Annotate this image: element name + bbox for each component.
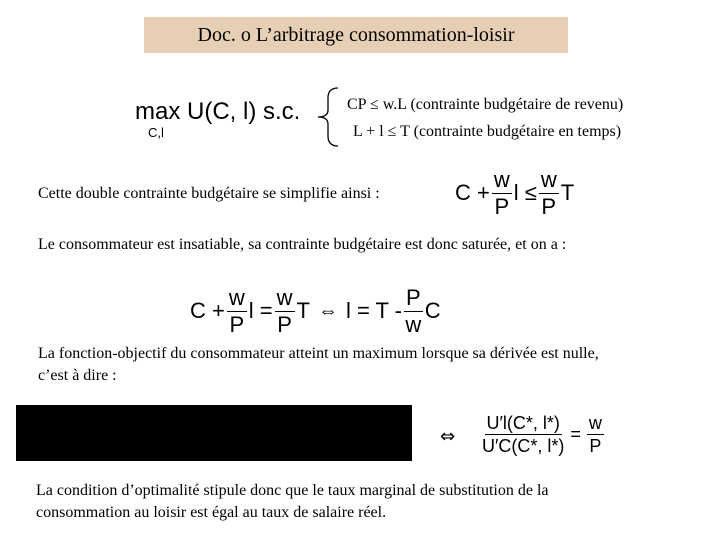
- eq1-fraction-den: P: [494, 193, 510, 219]
- eq1-rhs-num: w: [540, 166, 557, 192]
- eq2-fraction-1: [227, 284, 247, 337]
- paragraph-objective-max-line1: La fonction-objectif du consommateur atteint un maximum lorsque sa dérivée est nulle,: [38, 345, 599, 362]
- equation-optimality: [482, 405, 604, 463]
- equation-simplified-constraint: [455, 167, 574, 219]
- eq1-rhs-den: P: [541, 193, 557, 219]
- eq3-numerator: U′l(C*, l*): [486, 412, 560, 433]
- eq3-mrs-fraction: [482, 414, 564, 455]
- brace-icon: [312, 86, 342, 148]
- eq1-lhs: C +: [455, 180, 490, 205]
- eq2-f3-num: P: [406, 284, 421, 310]
- eq2-v2: T: [296, 298, 310, 323]
- objective-expression: [135, 98, 300, 126]
- constraint-revenue: CP ≤ w.L (contrainte budgétaire de revenu): [347, 96, 624, 113]
- document-title: [144, 17, 568, 53]
- eq1-rhs-var: T: [560, 180, 575, 205]
- eq2-fraction-2: [275, 284, 295, 337]
- equivalence-arrow-icon: ⇔: [440, 426, 456, 447]
- paragraph-objective-max-line2: c’est à dire :: [38, 367, 117, 384]
- eq1-var: l ≤: [513, 180, 537, 205]
- eq1-fraction-num: w: [493, 166, 510, 192]
- eq2-fraction-3: [404, 284, 423, 337]
- eq2-f3-den: w: [405, 311, 422, 337]
- eq2-v1: l =: [248, 298, 273, 323]
- redacted-equation-box: [16, 405, 412, 461]
- paragraph-simplification: Cette double contrainte budgétaire se simplifie ainsi :: [38, 185, 380, 202]
- paragraph-saturation: Le consommateur est insatiable, sa contrainte budgétaire est donc saturée, et on a :: [38, 236, 567, 253]
- objective-function: U(C, l): [187, 98, 257, 125]
- eq3-wage-fraction: [587, 414, 604, 455]
- eq2-f1-num: w: [228, 284, 245, 310]
- eq2-v3: C: [424, 298, 441, 323]
- paragraph-optimality-line1: La condition d’optimalité stipule donc que le taux marginal de substitution de la: [36, 482, 549, 499]
- eq1-fraction-right: [539, 166, 559, 219]
- equivalence-arrow-icon: ⇔: [317, 299, 338, 322]
- eq2-f2-num: w: [276, 284, 293, 310]
- eq3-rhs-den: P: [589, 435, 602, 456]
- eq2-lhs: C +: [190, 298, 225, 323]
- eq2-f2-den: P: [277, 311, 292, 337]
- eq3-rhs-num: w: [588, 412, 602, 433]
- eq3-denominator: U′C(C*, l*): [482, 435, 565, 456]
- eq3-equals: =: [570, 423, 581, 444]
- paragraph-optimality-line2: consommation au loisir est égal au taux de salaire réel.: [36, 504, 387, 521]
- objective-max: max: [135, 98, 181, 125]
- objective-st: s.c.: [263, 98, 301, 125]
- objective-subscript: C,l: [148, 125, 164, 140]
- document-title-text: Doc. o L’arbitrage consommation-loisir: [197, 23, 515, 46]
- constraint-time: L + l ≤ T (contrainte budgétaire en temps): [353, 123, 622, 140]
- equation-saturated-constraint: [190, 283, 441, 339]
- eq1-fraction-left: [492, 166, 512, 219]
- eq2-rhs1: l = T -: [345, 298, 402, 323]
- eq2-f1-den: P: [229, 311, 245, 337]
